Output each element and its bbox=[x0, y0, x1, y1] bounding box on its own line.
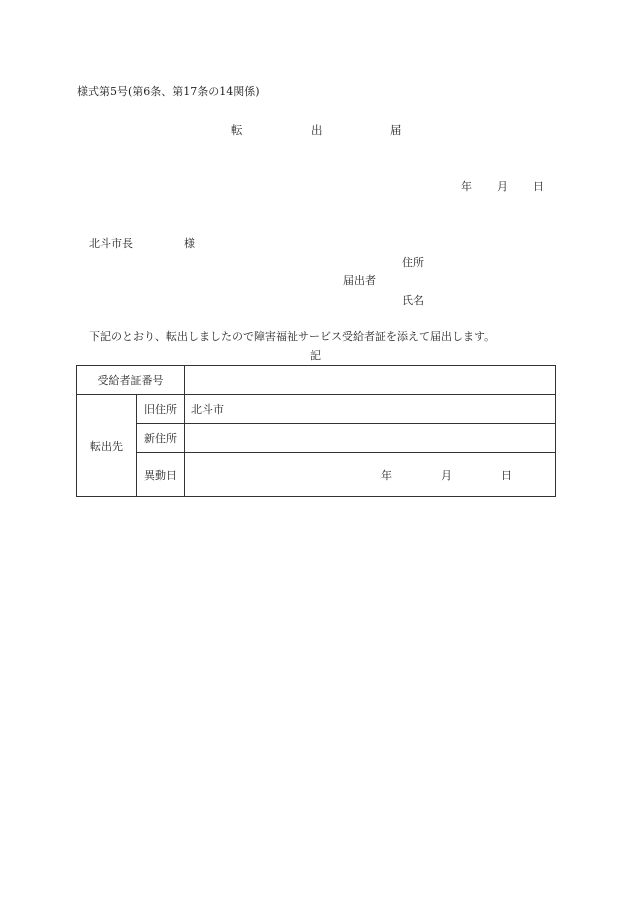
table-row bbox=[77, 424, 556, 453]
new-address-label: 新住所 bbox=[137, 424, 185, 453]
new-address-field[interactable] bbox=[185, 424, 556, 453]
notifier-name-label: 氏名 bbox=[402, 294, 424, 307]
move-date-month-label: 月 bbox=[441, 468, 452, 482]
move-date-day-label: 日 bbox=[501, 468, 512, 482]
notifier-role-label: 届出者 bbox=[343, 274, 376, 287]
form-number: 様式第5号(第6条、第17条の14関係) bbox=[77, 85, 260, 98]
date-year-label: 年 bbox=[461, 180, 472, 193]
document-title-char: 届 bbox=[390, 123, 402, 137]
destination-label: 転出先 bbox=[77, 395, 137, 497]
table-row bbox=[77, 366, 556, 395]
addressee-name: 北斗市長 bbox=[89, 237, 133, 250]
notifier-address-label: 住所 bbox=[402, 256, 424, 269]
date-month-label: 月 bbox=[497, 180, 508, 193]
table-row bbox=[77, 395, 556, 424]
addressee-honorific: 様 bbox=[184, 237, 195, 250]
date-day-label: 日 bbox=[533, 180, 544, 193]
body-text: 下記のとおり、転出しましたので障害福祉サービス受給者証を添えて届出します。 bbox=[89, 330, 496, 343]
ki-label: 記 bbox=[310, 349, 321, 362]
table-row bbox=[77, 453, 556, 497]
certificate-number-label: 受給者証番号 bbox=[77, 366, 185, 395]
move-date-year-label: 年 bbox=[381, 468, 392, 482]
form-table bbox=[76, 365, 556, 497]
move-date-field[interactable] bbox=[185, 453, 556, 497]
old-address-field[interactable]: 北斗市 bbox=[185, 395, 556, 424]
document-title-char: 転 bbox=[231, 123, 243, 137]
move-date-label: 異動日 bbox=[137, 453, 185, 497]
certificate-number-field[interactable] bbox=[185, 366, 556, 395]
old-address-label: 旧住所 bbox=[137, 395, 185, 424]
document-title-char: 出 bbox=[311, 123, 323, 137]
